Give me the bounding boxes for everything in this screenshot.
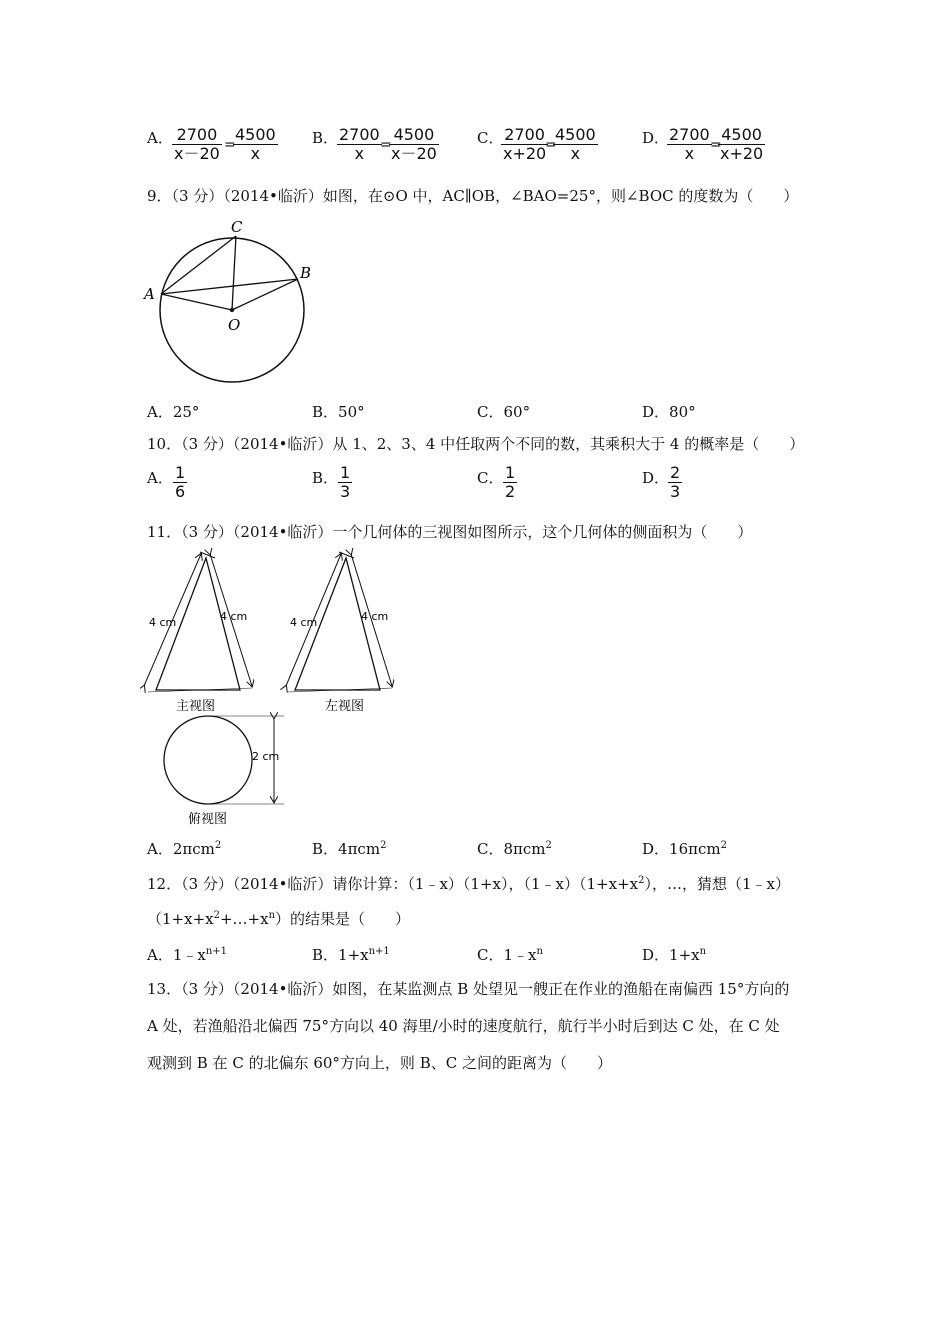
q10-option-b-fraction (338, 464, 352, 501)
q9-option-c (477, 401, 530, 422)
text-part: ）的结果是（ ） (275, 910, 411, 928)
text-part: ），…，猜想（1﹣x） (644, 875, 790, 893)
fraction-denominator: 2 (505, 482, 516, 501)
q12-question-line-1 (147, 873, 790, 894)
option-exponent: 2 (214, 840, 222, 851)
fraction-denominator: x (684, 144, 695, 163)
q11-option-a (147, 838, 221, 859)
q8-option-d-right-fraction (718, 126, 765, 163)
q8-option-b-left-fraction (337, 126, 382, 163)
left-view-label: 左视图 (325, 699, 365, 714)
q8-option-b-letter: B． (312, 129, 339, 147)
option-exponent: n+1 (368, 946, 390, 957)
left-slant-right-label: 4 cm (361, 610, 389, 623)
segment-co (232, 236, 236, 310)
fraction-numerator: 1 (340, 463, 351, 482)
fraction-numerator: 2700 (501, 126, 548, 145)
q8-option-c-letter: C． (477, 129, 504, 147)
q12-option-c (477, 944, 543, 965)
fraction-denominator: x (250, 144, 261, 163)
fraction-numerator: 4500 (555, 125, 596, 144)
q13-question-line-3: 观测到 B 在 C 的北偏东 60°方向上，则 B、C 之间的距离为（ ） (147, 1054, 612, 1072)
option-value: 4πcm (338, 840, 381, 858)
option-letter: A． (147, 840, 173, 858)
q10-option-b-letter: B． (312, 469, 339, 487)
q9-option-b (312, 401, 365, 422)
q9-option-a (147, 401, 199, 422)
fraction-denominator: x+20 (720, 144, 764, 163)
option-value: 50° (338, 403, 365, 421)
fraction-denominator: x (354, 144, 365, 163)
option-letter: D． (642, 403, 670, 421)
exponent: 2 (638, 875, 645, 886)
fraction-numerator: 1 (505, 463, 516, 482)
q10-option-c-fraction (503, 464, 517, 501)
q11-question-text: 11．（3 分）（2014•临沂）一个几何体的三视图如图所示，这个几何体的侧面积为（ ） (147, 523, 753, 541)
q8-option-a-right-fraction (233, 126, 278, 163)
option-value: 8πcm (503, 840, 546, 858)
option-exponent: 2 (720, 840, 727, 851)
option-value: 2πcm (172, 840, 215, 858)
fraction-numerator: 4500 (235, 125, 276, 144)
option-letter: A． (147, 946, 173, 964)
fraction-numerator: 4500 (718, 126, 765, 145)
left-view (286, 552, 392, 692)
q8-option-c-right-fraction (553, 126, 598, 163)
fraction-denominator: 6 (175, 482, 186, 501)
option-value: 16πcm (669, 840, 721, 858)
fraction-denominator: x+20 (503, 144, 547, 163)
segment-ab (161, 279, 298, 294)
option-exponent: n (536, 946, 543, 957)
option-exponent: n (699, 946, 707, 957)
option-value: 80° (669, 403, 696, 421)
q12-option-d (642, 944, 706, 965)
equals-sign: = (224, 137, 236, 153)
fraction-numerator: 2700 (339, 125, 380, 144)
fraction-denominator: x－20 (174, 144, 220, 163)
option-letter: C． (477, 403, 504, 421)
left-slant-left-label: 4 cm (290, 616, 318, 629)
option-value: 1﹣x (172, 946, 206, 964)
option-value: 60° (503, 403, 531, 421)
option-value: 1+x (338, 946, 369, 964)
option-exponent: n+1 (205, 946, 228, 957)
exponent: n (268, 910, 276, 921)
top-view (164, 716, 284, 804)
front-view-label: 主视图 (176, 699, 216, 714)
center-point-o (230, 308, 234, 312)
front-slant-left-label: 4 cm (149, 616, 177, 629)
q8-option-a-letter: A． (147, 129, 173, 147)
option-value: 1﹣x (503, 946, 537, 964)
option-letter: B． (312, 840, 339, 858)
fraction-numerator: 2 (670, 463, 681, 482)
q9-question-text: 9．（3 分）（2014•临沂）如图，在⊙O 中，AC∥OB，∠BAO=25°，则∠BOC 的度数为（ ） (147, 187, 799, 205)
label-o: O (228, 316, 241, 334)
q13-question-line-2: A 处，若渔船沿北偏西 75°方向以 40 海里/小时的速度航行，航行半小时后到达 C 处，在 C 处 (147, 1017, 780, 1035)
option-letter: C． (477, 946, 504, 964)
option-letter: C． (477, 840, 504, 858)
q8-option-a-left-fraction (172, 126, 222, 163)
q10-option-d-letter: D． (642, 469, 670, 487)
label-c: C (231, 218, 243, 236)
q11-three-views-figure (140, 548, 410, 833)
tick (200, 552, 215, 558)
fraction-numerator: 2700 (669, 125, 710, 144)
q10-option-d-fraction (668, 464, 682, 501)
front-view (144, 552, 252, 692)
fraction-denominator: 3 (340, 482, 351, 501)
option-letter: B． (312, 403, 339, 421)
q10-option-a-letter: A． (147, 469, 173, 487)
fraction-numerator: 1 (175, 463, 186, 482)
top-view-label: 俯视图 (188, 812, 228, 827)
q8-option-c-left-fraction (501, 126, 548, 163)
q10-question-text: 10．（3 分）（2014•临沂）从 1、2、3、4 中任取两个不同的数，其乘积大于 4 的概率是（ ） (147, 435, 805, 453)
text-part: +…+x (219, 910, 269, 928)
fraction-denominator: x－20 (391, 144, 437, 163)
label-b: B (300, 264, 312, 282)
fraction-denominator: x (570, 144, 581, 163)
q8-option-d-letter: D． (642, 129, 670, 147)
fraction-numerator: 4500 (389, 126, 439, 145)
exponent: 2 (213, 910, 220, 921)
option-exponent: 2 (545, 840, 552, 851)
option-letter: A． (147, 403, 173, 421)
q10-option-c-letter: C． (477, 469, 504, 487)
q12-option-a (147, 944, 227, 965)
label-a: A (144, 285, 155, 303)
q8-option-d-left-fraction (667, 126, 712, 163)
q13-question-line-1: 13．（3 分）（2014•临沂）如图，在某监测点 B 处望见一艘正在作业的渔船在南偏西 15°方向的 (147, 980, 790, 998)
segment-ao (161, 294, 232, 310)
option-value: 25° (172, 403, 200, 421)
q11-option-d (642, 838, 727, 859)
option-letter: D． (642, 840, 670, 858)
q12-option-b (312, 944, 390, 965)
option-letter: D． (642, 946, 670, 964)
q9-option-d (642, 401, 696, 422)
fraction-numerator: 2700 (172, 126, 222, 145)
top-view-circle (164, 716, 252, 804)
text-part: 12．（3 分）（2014•临沂）请你计算：（1﹣x）（1+x），（1﹣x）（1+x+x (147, 875, 639, 893)
q12-question-line-2 (147, 908, 410, 929)
equals-sign: = (380, 137, 392, 153)
q11-option-c (477, 838, 552, 859)
equals-sign: = (545, 137, 557, 153)
text-part: （1+x+x (147, 910, 214, 928)
segment-ac (161, 236, 236, 294)
option-exponent: 2 (380, 840, 387, 851)
option-letter: B． (312, 946, 339, 964)
segment-ob (232, 279, 298, 310)
front-slant-right-label: 4 cm (220, 610, 248, 623)
q10-option-a-fraction (173, 464, 187, 501)
q8-option-b-right-fraction (389, 126, 439, 163)
diameter-label: 2 cm (252, 750, 280, 763)
option-value: 1+x (669, 946, 700, 964)
equals-sign: = (710, 137, 722, 153)
q11-option-b (312, 838, 386, 859)
q9-circle-figure (140, 212, 320, 392)
fraction-denominator: 3 (670, 482, 681, 501)
